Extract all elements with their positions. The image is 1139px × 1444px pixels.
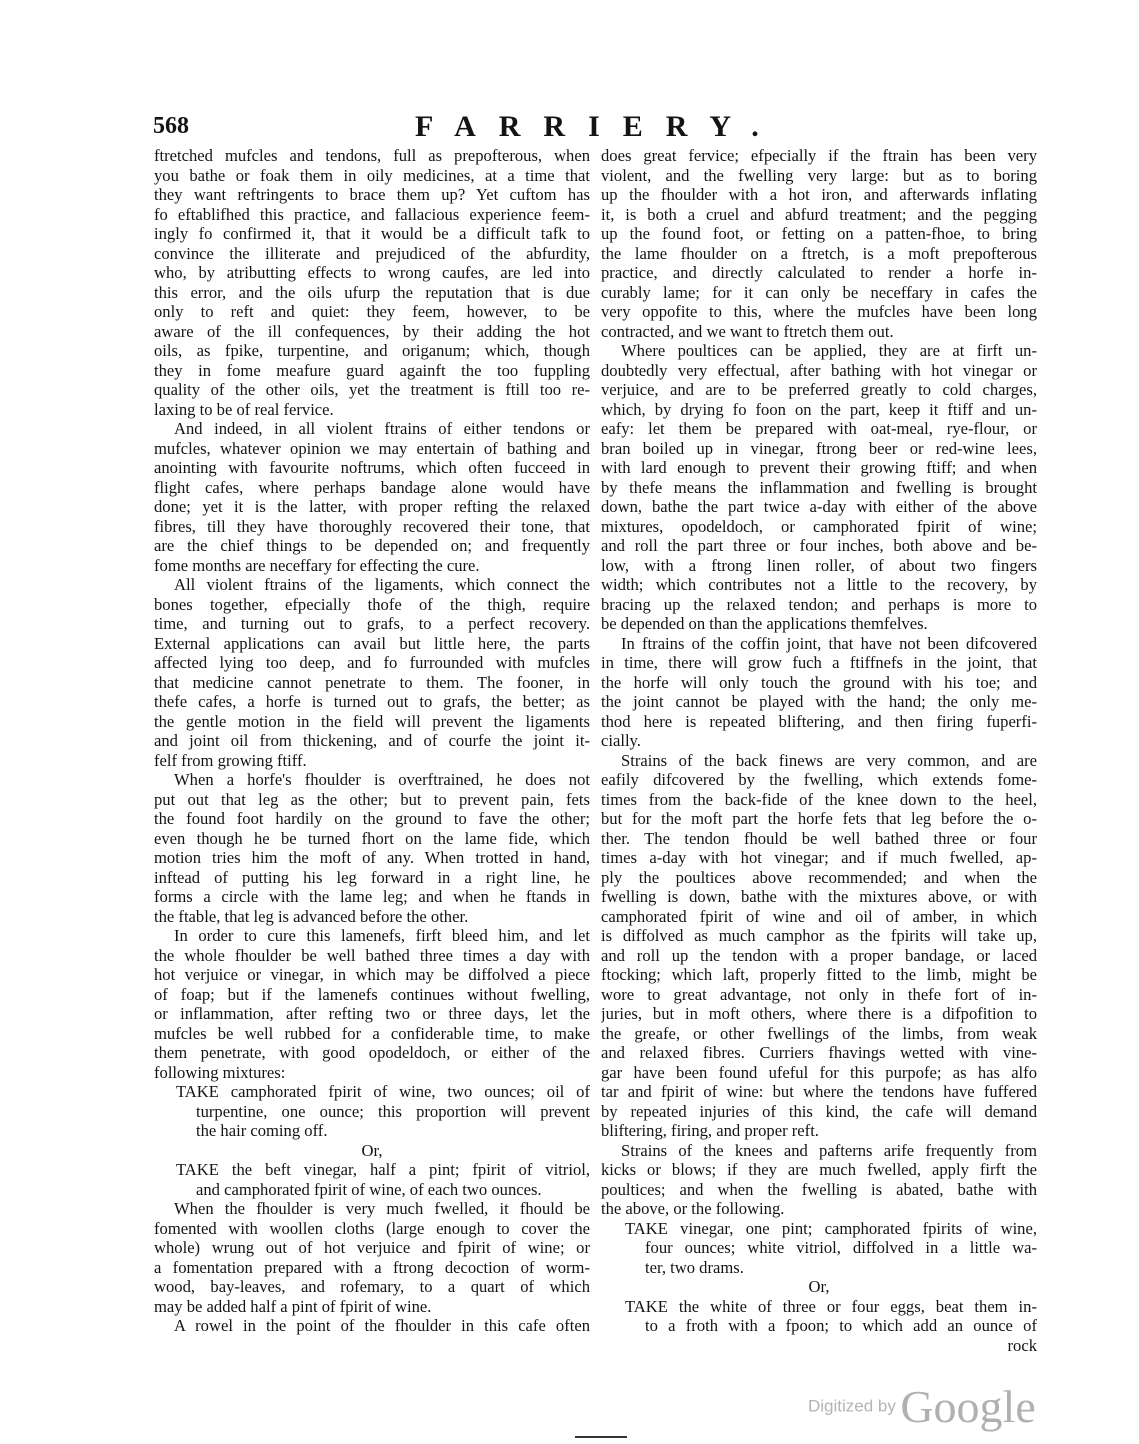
text-line: are the chief things to be depended on; and frequently: [154, 536, 590, 555]
text-line: the above, or the following.: [601, 1199, 785, 1218]
text-line: quality of the other oils, yet the treatment is ftill too re-: [154, 380, 590, 399]
text-line: poultices; and when the fwelling is abated, bathe with: [601, 1179, 1037, 1199]
text-line: wore to great advantage, not only in thefe fort of in-: [601, 984, 1037, 1004]
text-line: juries, but in moft others, where there is a difpofition to: [601, 1004, 1037, 1023]
text-line: In ftrains of the coffin joint, that have not been difcovered: [621, 633, 1037, 653]
text-line: eafy: let them be prepared with oat-meal, rye-flour, or: [601, 419, 1037, 438]
text-line: bones together, efpecially thofe of the thigh, require: [154, 594, 590, 614]
text-line: curably lame; for it can only be neceffary in cafes the: [601, 282, 1037, 302]
text-line: be depended on than the applications themfelves.: [601, 614, 928, 633]
text-line: and joint oil from thickening, and of courfe the joint it-: [154, 731, 590, 750]
text-line: times a-day with hot vinegar; and if much fwelled, ap-: [601, 848, 1037, 867]
text-line: with lard enough to prevent their growing ftiff; and when: [601, 458, 1037, 477]
text-line: ply the poultices above recommended; and when the: [601, 867, 1037, 887]
text-line: put out that leg as the other; but to prevent pain, fets: [154, 789, 590, 809]
text-line: done; yet it is the latter, with proper refting the relaxed: [154, 497, 590, 516]
text-line: or inflammation, after refting two or three days, let the: [154, 1004, 590, 1023]
text-line: fome months are neceffary for effecting the cure.: [154, 555, 480, 575]
text-line: mixtures, opodeldoch, or camphorated fpirit of wine;: [601, 516, 1037, 536]
text-line: ingly fo confirmed it, that it would be a difficult tafk to: [154, 224, 590, 243]
text-line: ftretched mufcles and tendons, full as prepofterous, when: [154, 146, 590, 165]
text-line: bliftering, firing, and proper reft.: [601, 1121, 819, 1140]
text-line: time, and turning out to grafs, to a perfect recovery.: [154, 614, 590, 633]
text-line: the hair coming off.: [196, 1121, 328, 1140]
text-line: and camphorated fpirit of wine, of each two ounces.: [196, 1179, 542, 1199]
text-line: the joint cannot be played with the hand; the only me-: [601, 692, 1037, 711]
text-line: Or,: [808, 1277, 830, 1296]
text-line: bran boiled up in vinegar, ftrong beer or red-wine lees,: [601, 438, 1037, 458]
text-line: times from the back-fide of the knee down to the heel,: [601, 789, 1037, 809]
text-line: you bathe or foak them in oily medicines, at a time that: [154, 165, 590, 185]
running-head: FARRIERY.: [415, 110, 782, 143]
text-line: camphorated fpirit of wine and oil of amber, in which: [601, 906, 1037, 926]
text-line: and roll up the tendon with a proper bandage, or laced: [601, 945, 1037, 965]
text-line: is diffolved as much camphor as the fpirits will take up,: [601, 926, 1037, 945]
left-text-column: [154, 146, 590, 1336]
text-line: a fomentation prepared with a ftrong decoction of worm-: [154, 1257, 590, 1277]
text-line: the greafe, or other fwellings of the limbs, from weak: [601, 1023, 1037, 1043]
text-line: violent, and the fwelling very large: but as to boring: [601, 165, 1037, 185]
text-line: flight cafes, where perhaps bandage alone would have: [154, 477, 590, 497]
text-line: felf from growing ftiff.: [154, 750, 307, 770]
text-line: the lame fhoulder on a ftretch, is a moft prepofterous: [601, 243, 1037, 263]
text-line: verjuice, and are to be preferred greatly to cold charges,: [601, 380, 1037, 399]
text-line: kicks or blows; if they are much fwelled, apply firft the: [601, 1160, 1037, 1179]
text-line: practice, and directly calculated to render a horfe in-: [601, 263, 1037, 282]
text-line: TAKE the white of three or four eggs, beat them in-: [625, 1296, 1037, 1316]
right-text-column: [601, 146, 1037, 1355]
text-line: the gentle motion in the field will prevent the ligaments: [154, 711, 590, 731]
watermark-prefix: Digitized by: [808, 1396, 896, 1416]
text-line: this error, and the oils ufurp the reputation that is due: [154, 282, 590, 302]
text-line: laxing to be of real fervice.: [154, 399, 334, 419]
text-line: TAKE the beft vinegar, half a pint; fpirit of vitriol,: [176, 1160, 590, 1179]
text-line: oils, as fpike, turpentine, and origanum; which, though: [154, 341, 590, 360]
text-line: by thefe means the inflammation and fwelling is brought: [601, 477, 1037, 497]
text-line: low, with a ftrong linen roller, of about two fingers: [601, 555, 1037, 575]
text-line: even though he be turned fhort on the lame fide, which: [154, 828, 590, 848]
text-line: When the fhoulder is very much fwelled, it fhould be: [174, 1199, 590, 1218]
text-line: down, bathe the part twice a-day with either of the above: [601, 497, 1037, 516]
text-line: the ftable, that leg is advanced before the other.: [154, 906, 469, 926]
text-line: anointing with favourite noftrums, which often fucceed in: [154, 458, 590, 477]
text-line: affected lying too deep, and fo furrounded with mufcles: [154, 653, 590, 672]
text-line: in time, there will grow fuch a ftiffnefs in the joint, that: [601, 653, 1037, 672]
text-line: In order to cure this lamenefs, firft bleed him, and let: [174, 926, 590, 945]
text-line: rock: [1007, 1335, 1037, 1355]
text-line: following mixtures:: [154, 1062, 286, 1082]
text-line: thefe cafes, a horfe is turned out to grafs, the better; as: [154, 692, 590, 711]
text-line: ter, two drams.: [645, 1257, 744, 1277]
text-line: tar and fpirit of wine: but where the tendons have fuffered: [601, 1082, 1037, 1101]
text-line: the horfe will only touch the ground with his toe; and: [601, 672, 1037, 692]
text-line: convince the illiterate and prejudiced of the abfurdity,: [154, 243, 590, 263]
text-line: External applications can avail but little here, the parts: [154, 633, 590, 653]
text-line: contracted, and we want to ftretch them out.: [601, 321, 894, 341]
text-line: the found foot hardily on the ground to fave the other;: [154, 809, 590, 828]
text-line: which, by drying fo foon on the part, keep it ftiff and un-: [601, 399, 1037, 419]
text-line: it, is both a cruel and abfurd treatment; and the pegging: [601, 204, 1037, 224]
text-line: very oppofite to this, where the mufcles have been long: [601, 302, 1037, 321]
text-line: fibres, till they have thoroughly recovered their tone, that: [154, 516, 590, 536]
text-line: by repeated injuries of this kind, the cafe will demand: [601, 1101, 1037, 1121]
text-line: And indeed, in all violent ftrains of either tendons or: [174, 419, 590, 438]
text-line: only to reft and quiet: they feem, however, to be: [154, 302, 590, 321]
text-line: up the fhoulder with a hot iron, and afterwards inflating: [601, 185, 1037, 204]
text-line: whole) wrung out of hot verjuice and fpirit of wine; or: [154, 1238, 590, 1257]
text-line: hot verjuice or vinegar, in which may be diffolved a piece: [154, 965, 590, 984]
text-line: and relaxed fibres. Curriers fhavings wetted with vine-: [601, 1043, 1037, 1062]
text-line: eafily difcovered by the fwelling, which extends fome-: [601, 770, 1037, 789]
text-line: that medicine cannot penetrate to them. The fooner, in: [154, 672, 590, 692]
text-line: ther. The tendon fhould be well bathed three or four: [601, 828, 1037, 848]
text-line: forms a circle with the lame leg; and when he ftands in: [154, 887, 590, 906]
text-line: When a horfe's fhoulder is overftrained, he does not: [174, 770, 590, 789]
text-line: thod here is repeated bliftering, and then firing fuperfi-: [601, 711, 1037, 731]
text-line: gar have been found ufeful for this purpofe; as has alfo: [601, 1062, 1037, 1082]
text-line: ftocking; which laft, properly fitted to the limb, might be: [601, 965, 1037, 984]
text-line: Where poultices can be applied, they are at firft un-: [621, 341, 1037, 360]
text-line: of foap; but if the lamenefs continues without fwelling,: [154, 984, 590, 1004]
text-line: wood, bay-leaves, and rofemary, to a quart of which: [154, 1277, 590, 1296]
text-line: TAKE camphorated fpirit of wine, two ounces; oil of: [176, 1082, 590, 1101]
text-line: who, by atributting effects to wrong caufes, are led into: [154, 263, 590, 282]
text-line: does great fervice; efpecially if the ftrain has been very: [601, 146, 1037, 165]
text-line: bracing up the relaxed tendon; and perhaps is more to: [601, 594, 1037, 614]
text-line: four ounces; white vitriol, diffolved in a little wa-: [645, 1238, 1037, 1257]
text-line: to a froth with a fpoon; to which add an ounce of: [645, 1316, 1037, 1335]
text-line: All violent ftrains of the ligaments, which connect the: [174, 575, 590, 594]
text-line: but for the moft part the horfe fets that leg before the o-: [601, 809, 1037, 828]
page-number: 568: [153, 113, 189, 139]
footer-rule: [575, 1436, 627, 1438]
text-line: motion tries him the moft of any. When trotted in hand,: [154, 848, 590, 867]
text-line: the whole fhoulder be well bathed three times a day with: [154, 945, 590, 965]
text-line: up the found foot, or fetting on a patten-fhoe, to bring: [601, 224, 1037, 243]
text-line: mufcles be well rubbed for a confiderable time, to make: [154, 1023, 590, 1043]
text-line: Or,: [361, 1140, 383, 1160]
text-line: turpentine, one ounce; this proportion will prevent: [196, 1101, 590, 1121]
text-line: cially.: [601, 731, 641, 750]
text-line: fwelling is down, bathe with the mixtures above, or with: [601, 887, 1037, 906]
text-line: TAKE vinegar, one pint; camphorated fpirits of wine,: [625, 1218, 1037, 1238]
text-line: they want reftringents to brace them up? Yet cuftom has: [154, 185, 590, 204]
text-line: mufcles, whatever opinion we may entertain of bathing and: [154, 438, 590, 458]
google-watermark: [808, 1380, 1036, 1433]
text-line: and roll the part three or four inches, both above and be-: [601, 536, 1037, 555]
text-line: they in fome meafure guard againft the too fuppling: [154, 360, 590, 380]
text-line: fo eftablifhed this practice, and fallacious experience feem-: [154, 204, 590, 224]
text-line: aware of the ill confequences, by their adding the hot: [154, 321, 590, 341]
text-line: doubtedly very effectual, after bathing with hot vinegar or: [601, 360, 1037, 380]
google-logo: Google: [900, 1381, 1036, 1432]
text-line: may be added half a pint of fpirit of wine.: [154, 1296, 432, 1316]
text-line: fomented with woollen cloths (large enough to cover the: [154, 1218, 590, 1238]
text-line: inftead of putting his leg forward in a right line, he: [154, 867, 590, 887]
text-line: A rowel in the point of the fhoulder in this cafe often: [174, 1316, 590, 1335]
text-line: them penetrate, with good opodeldoch, or either of the: [154, 1043, 590, 1062]
text-line: Strains of the back finews are very common, and are: [621, 750, 1037, 770]
text-line: width; which contributes not a little to the recovery, by: [601, 575, 1037, 594]
text-line: Strains of the knees and pafterns arife frequently from: [621, 1140, 1037, 1160]
